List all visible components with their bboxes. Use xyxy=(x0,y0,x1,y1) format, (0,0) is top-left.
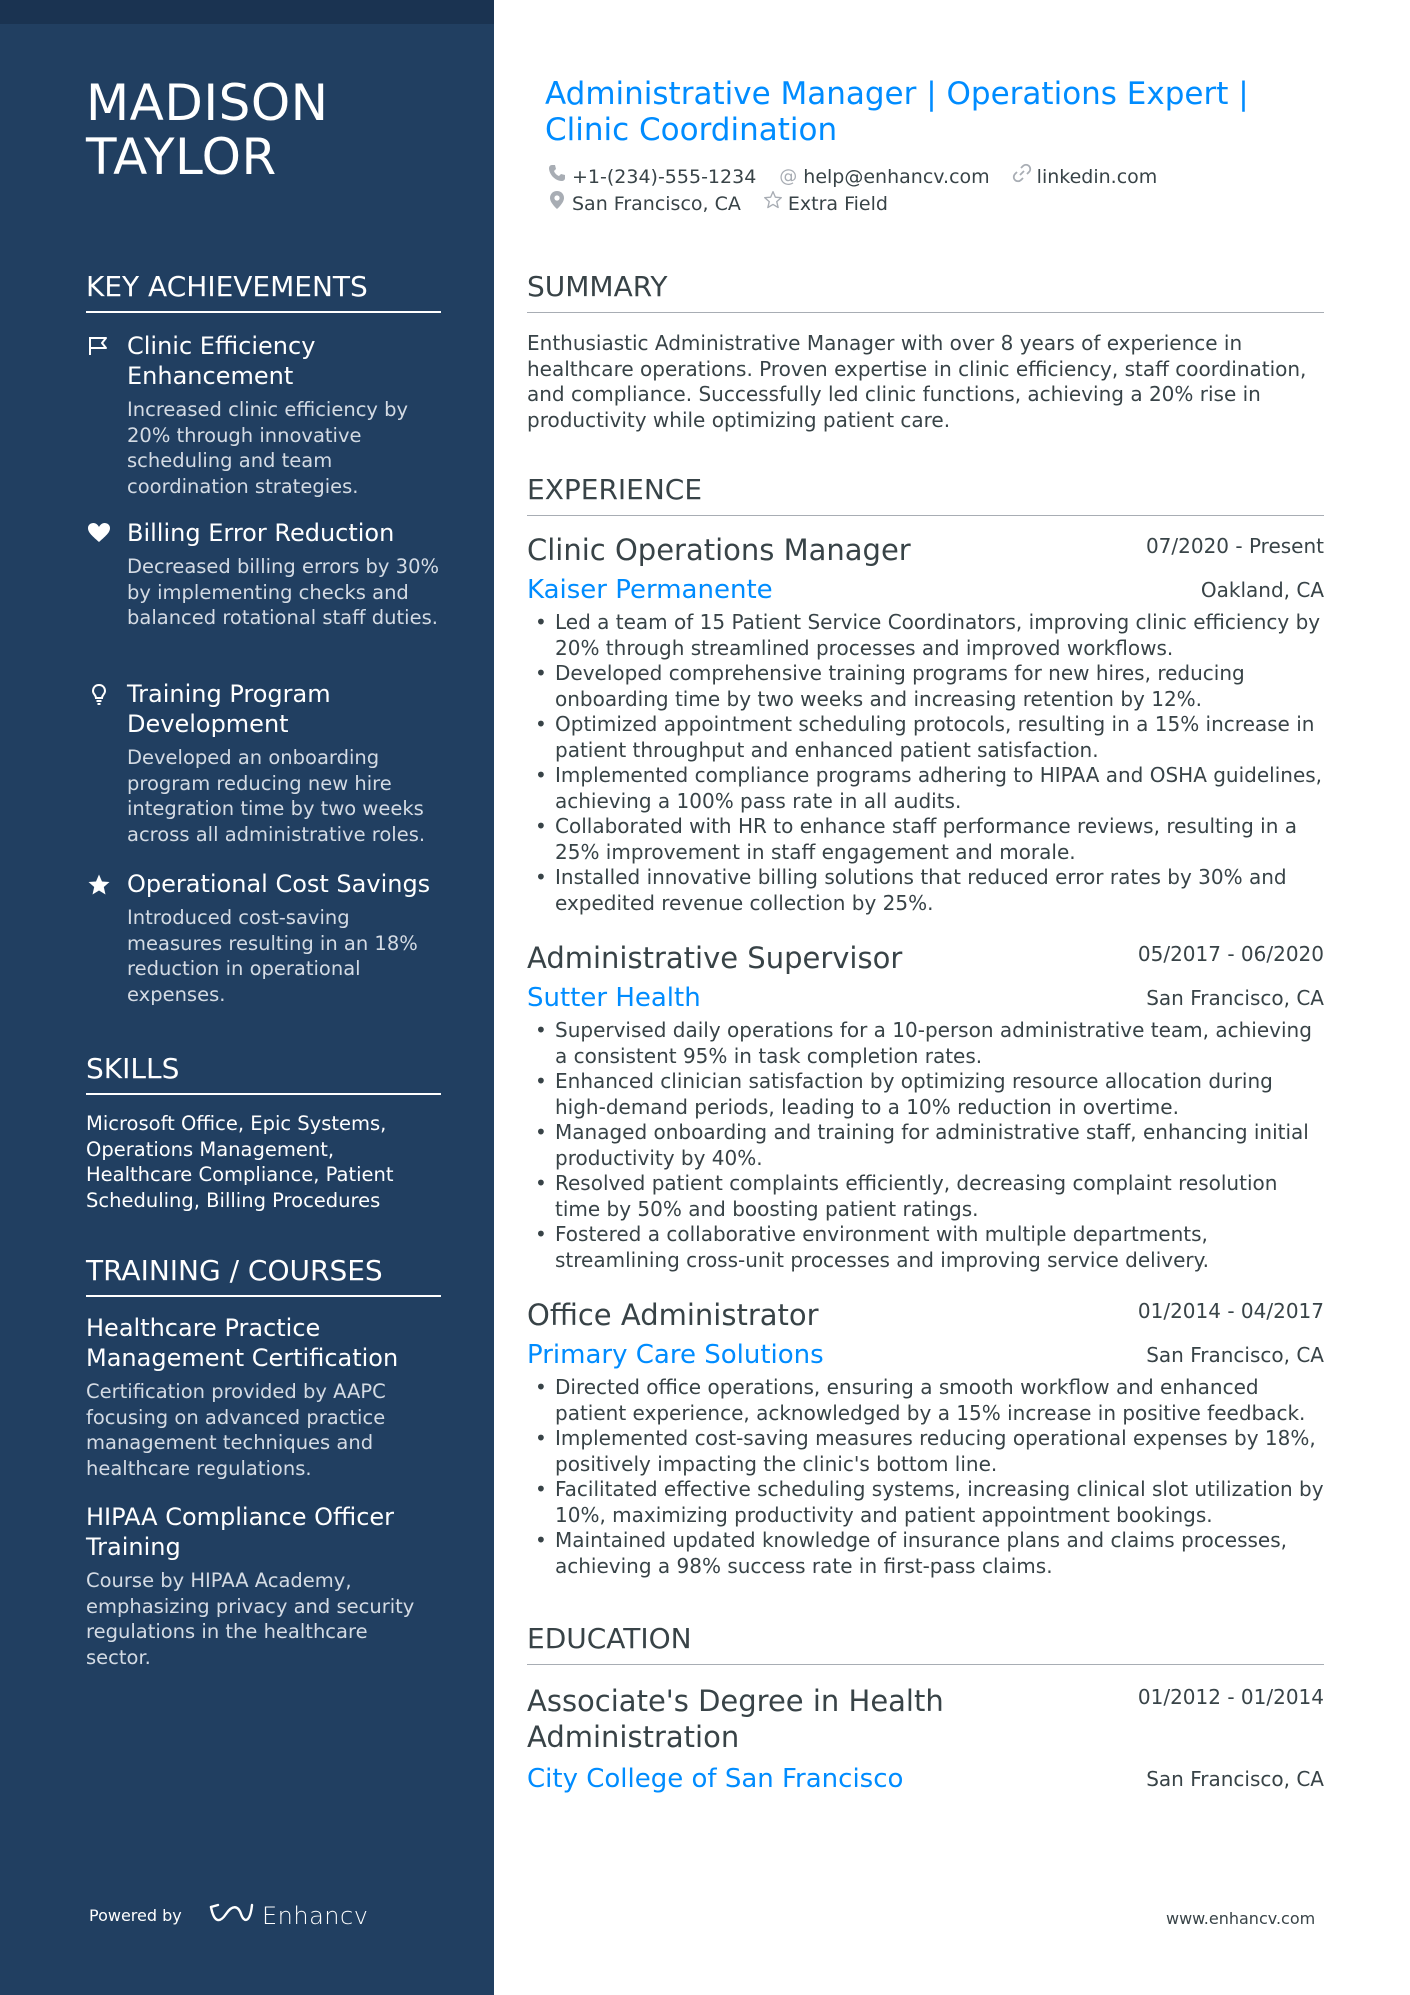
sidebar-top-band xyxy=(0,0,494,24)
sidebar xyxy=(0,0,494,1995)
achievement-title: Billing Error Reduction xyxy=(127,519,395,547)
email-text: help@enhancv.com xyxy=(803,165,990,188)
bullet-item: • Enhanced clinician satisfaction by optimizing resource allocation during high-demand periods, leading to a 10% reduction in overtime. xyxy=(527,1069,1324,1120)
powered-by-label: Powered by xyxy=(89,1906,182,1925)
location-pin-icon xyxy=(545,190,569,218)
education-dates: 01/2012 - 01/2014 xyxy=(1137,1685,1324,1709)
achievement-desc: Decreased billing errors by 30% by implementing checks and balanced rotational staff duties. xyxy=(127,555,440,629)
company-name: Primary Care Solutions xyxy=(527,1340,824,1370)
bullet-item: • Maintained updated knowledge of insurance plans and claims processes, achieving a 98% success rate in first-pass claims. xyxy=(527,1528,1324,1579)
course-title: Healthcare Practice Management Certification xyxy=(86,1314,399,1372)
heart-icon xyxy=(86,522,112,546)
school-name: City College of San Francisco xyxy=(527,1764,904,1794)
at-icon: @ xyxy=(779,165,798,187)
course-item xyxy=(86,1313,436,1481)
job-dates: 05/2017 - 06/2020 xyxy=(1137,942,1324,966)
footer-url[interactable]: www.enhancv.com xyxy=(1166,1909,1316,1928)
achievements-heading: KEY ACHIEVEMENTS xyxy=(86,270,441,313)
summary-text: Enthusiastic Administrative Manager with over 8 years of experience in healthcare operations. Proven expertise in clinic efficiency, staff coordination, and compliance. Successfully led clinic functions, achieving a 20% rise in productivity while optimizing patient care. xyxy=(527,331,1307,432)
lightbulb-icon xyxy=(86,683,112,707)
skills-heading: SKILLS xyxy=(86,1052,441,1095)
training-heading: TRAINING / COURSES xyxy=(86,1254,441,1297)
contact-extra xyxy=(761,190,888,218)
contact-info xyxy=(545,163,1305,217)
job-location: San Francisco, CA xyxy=(1146,1343,1324,1367)
contact-linkedin[interactable] xyxy=(1010,163,1158,191)
headline: Administrative Manager | Operations Expert | Clinic Coordination xyxy=(545,76,1249,148)
summary-heading: SUMMARY xyxy=(527,270,1324,313)
enhancv-logo[interactable] xyxy=(208,1899,368,1933)
location-text: San Francisco, CA xyxy=(572,192,741,215)
achievement-desc: Increased clinic efficiency by 20% through innovative scheduling and team coordination strategies. xyxy=(127,398,409,498)
achievement-title: Clinic Efficiency Enhancement xyxy=(127,332,316,390)
job-dates: 01/2014 - 04/2017 xyxy=(1137,1299,1324,1323)
extra-field-text: Extra Field xyxy=(787,192,888,215)
enhancv-logo-icon xyxy=(208,1901,254,1931)
bullet-item: • Fostered a collaborative environment with multiple departments, streamlining cross-unit processes and improving service delivery. xyxy=(527,1222,1324,1273)
contact-location xyxy=(545,190,741,218)
experience-entry xyxy=(527,1297,1324,1579)
bullet-item: • Installed innovative billing solutions that reduced error rates by 30% and expedited revenue collection by 25%. xyxy=(527,865,1324,916)
achievement-item xyxy=(86,869,446,1007)
course-desc: Course by HIPAA Academy, emphasizing privacy and security regulations in the healthcare sector. xyxy=(86,1569,415,1669)
bullet-item: • Implemented cost-saving measures reducing operational expenses by 18%, positively impacting the clinic's bottom line. xyxy=(527,1426,1324,1477)
achievement-desc: Introduced cost-saving measures resulting in an 18% reduction in operational expenses. xyxy=(127,906,418,1006)
company-name: Kaiser Permanente xyxy=(527,575,773,605)
bullet-item: • Led a team of 15 Patient Service Coordinators, improving clinic efficiency by 20% through streamlined processes and improved workflows. xyxy=(527,610,1324,661)
job-title: Clinic Operations Manager xyxy=(527,533,911,567)
company-name: Sutter Health xyxy=(527,983,701,1013)
phone-icon xyxy=(545,164,569,190)
bullet-item: • Optimized appointment scheduling protocols, resulting in a 15% increase in patient throughput and enhanced patient satisfaction. xyxy=(527,712,1324,763)
job-title: Administrative Supervisor xyxy=(527,941,903,975)
course-desc: Certification provided by AAPC focusing on advanced practice management techniques and healthcare regulations. xyxy=(86,1380,386,1480)
bullet-item: • Managed onboarding and training for administrative staff, enhancing initial productivity by 40%. xyxy=(527,1120,1324,1171)
experience-entry xyxy=(527,532,1324,916)
achievement-title: Training Program Development xyxy=(127,680,331,738)
link-icon xyxy=(1010,163,1034,191)
bullet-item: • Supervised daily operations for a 10-person administrative team, achieving a consistent 95% in task completion rates. xyxy=(527,1018,1324,1069)
job-location: Oakland, CA xyxy=(1200,578,1324,602)
course-item xyxy=(86,1502,436,1670)
bullet-item: • Facilitated effective scheduling systems, increasing clinical slot utilization by 10%, maximizing productivity and patient appointment bookings. xyxy=(527,1477,1324,1528)
enhancv-wordmark: Enhancv xyxy=(262,1902,369,1930)
star-outline-icon xyxy=(761,190,785,218)
bullet-item: • Collaborated with HR to enhance staff performance reviews, resulting in a 25% improvement in staff engagement and morale. xyxy=(527,814,1324,865)
phone-text: +1-(234)-555-1234 xyxy=(572,165,757,188)
bullet-item: • Implemented compliance programs adhering to HIPAA and OSHA guidelines, achieving a 100% pass rate in all audits. xyxy=(527,763,1324,814)
job-bullets xyxy=(527,1018,1324,1273)
job-bullets xyxy=(527,1375,1324,1579)
education-entry xyxy=(527,1683,1324,1799)
education-heading: EDUCATION xyxy=(527,1622,1324,1665)
achievement-item xyxy=(86,331,446,499)
achievement-item xyxy=(86,679,446,847)
job-dates: 07/2020 - Present xyxy=(1145,534,1324,558)
experience-entry xyxy=(527,940,1324,1273)
achievement-desc: Developed an onboarding program reducing new hire integration time by two weeks across all administrative roles. xyxy=(127,746,426,846)
bullet-item: • Resolved patient complaints efficiently, decreasing complaint resolution time by 50% and boosting patient ratings. xyxy=(527,1171,1324,1222)
achievement-item xyxy=(86,518,446,631)
achievement-title: Operational Cost Savings xyxy=(127,870,431,898)
star-icon xyxy=(86,873,112,897)
job-title: Office Administrator xyxy=(527,1298,819,1332)
contact-phone[interactable] xyxy=(545,164,756,190)
job-location: San Francisco, CA xyxy=(1146,986,1324,1010)
flag-icon xyxy=(86,335,112,359)
skills-list: Microsoft Office, Epic Systems, Operations Management, Healthcare Compliance, Patient Scheduling, Billing Procedures xyxy=(86,1112,394,1212)
bullet-item: • Directed office operations, ensuring a smooth workflow and enhanced patient experience, acknowledged by a 15% increase in positive feedback. xyxy=(527,1375,1324,1426)
contact-email[interactable] xyxy=(776,164,989,190)
job-bullets xyxy=(527,610,1324,916)
linkedin-text: linkedin.com xyxy=(1036,165,1158,188)
education-location: San Francisco, CA xyxy=(1146,1767,1324,1791)
experience-heading: EXPERIENCE xyxy=(527,473,1324,516)
bullet-item: • Developed comprehensive training programs for new hires, reducing onboarding time by two weeks and increasing retention by 12%. xyxy=(527,661,1324,712)
degree-title: Associate's Degree in Health Administration xyxy=(527,1684,944,1754)
candidate-name: MADISON TAYLOR xyxy=(86,74,329,186)
course-title: HIPAA Compliance Officer Training xyxy=(86,1503,395,1561)
